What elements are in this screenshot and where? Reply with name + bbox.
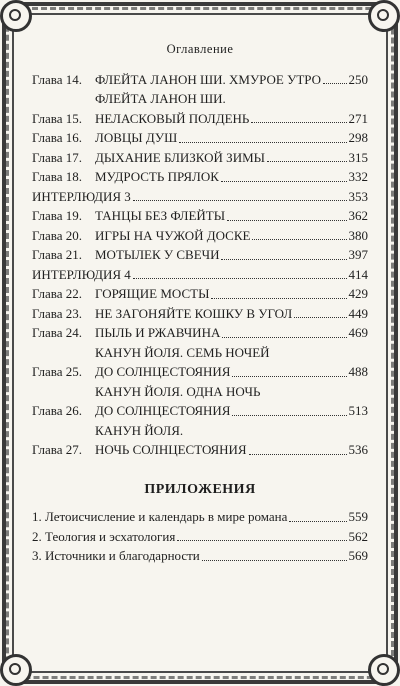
chapter-title: ТАНЦЫ БЕЗ ФЛЕЙТЫ <box>95 208 226 223</box>
chapter-title: ДО СОЛНЦЕСТОЯНИЯ <box>95 364 231 379</box>
chapter-label: Глава 15. <box>32 110 83 126</box>
chapter-title: НОЧЬ СОЛНЦЕСТОЯНИЯ <box>95 442 247 457</box>
chapter-title: НЕ ЗАГОНЯЙТЕ КОШКУ В УГОЛ <box>95 305 293 321</box>
page-number: 562 <box>348 528 368 544</box>
toc-list <box>32 70 368 460</box>
chapter-label: Глава 22. <box>32 286 83 301</box>
page-number: 397 <box>348 247 368 262</box>
dot-leader <box>133 278 347 279</box>
chapter-title: ПЫЛЬ И РЖАВЧИНА <box>95 325 221 340</box>
toc-entry <box>32 304 368 324</box>
chapter-title: ИГРЫ НА ЧУЖОЙ ДОСКЕ <box>95 227 251 243</box>
chapter-title: ДО СОЛНЦЕСТОЯНИЯ <box>95 403 231 418</box>
page-number: 559 <box>348 509 368 524</box>
chapter-title: КАНУН ЙОЛЯ. ОДНА НОЧЬ <box>95 383 261 399</box>
page-number: 362 <box>348 208 368 223</box>
chapter-label: Глава 20. <box>32 227 83 243</box>
page-number: 414 <box>348 266 368 282</box>
dot-leader <box>202 560 347 561</box>
toc-entry <box>32 421 368 460</box>
page-number: 380 <box>348 227 368 243</box>
page-number: 469 <box>348 325 368 340</box>
chapter-label: Глава 19. <box>32 208 83 223</box>
chapter-label: Глава 27. <box>32 442 83 457</box>
page-number: 332 <box>348 169 368 184</box>
page-number: 488 <box>348 364 368 379</box>
page-number: 449 <box>348 305 368 321</box>
appendix-title-text: 1. Летоисчисление и календарь в мире романа <box>32 509 288 524</box>
page-number: 429 <box>348 286 368 301</box>
dot-leader <box>221 259 346 260</box>
dot-leader <box>221 181 347 182</box>
chapter-title: ГОРЯЩИЕ МОСТЫ <box>95 286 210 301</box>
page-number: 353 <box>348 188 368 204</box>
toc-entry <box>32 70 368 90</box>
page-number: 271 <box>348 110 368 126</box>
chapter-title: КАНУН ЙОЛЯ. СЕМЬ НОЧЕЙ <box>95 344 270 360</box>
dot-leader <box>289 521 346 522</box>
chapter-title: МОТЫЛЕК У СВЕЧИ <box>95 247 220 262</box>
toc-entry <box>32 323 368 343</box>
dot-leader <box>267 161 347 162</box>
toc-entry <box>32 148 368 168</box>
corner-knot-icon <box>0 0 32 32</box>
appendix-title-text: 3. Источники и благодарности <box>32 548 200 563</box>
toc-entry <box>32 284 368 304</box>
dot-leader <box>232 376 346 377</box>
chapter-title: МУДРОСТЬ ПРЯЛОК <box>95 169 219 184</box>
page-number: 513 <box>348 403 368 418</box>
chapter-title: ИНТЕРЛЮДИЯ 3 <box>32 188 131 204</box>
corner-knot-icon <box>0 654 32 686</box>
chapter-label: Глава 14. <box>32 71 83 87</box>
chapter-label: Глава 16. <box>32 130 83 145</box>
corner-knot-icon <box>368 0 400 32</box>
chapter-label: Глава 23. <box>32 305 83 321</box>
appendix-entry <box>32 507 368 527</box>
dot-leader <box>249 454 347 455</box>
chapter-label: Глава 26. <box>32 403 83 418</box>
page-number: 569 <box>348 548 368 563</box>
toc-heading: Оглавление <box>166 42 234 56</box>
toc-entry <box>32 226 368 246</box>
toc-entry <box>32 206 368 226</box>
corner-knot-icon <box>368 654 400 686</box>
toc-entry <box>32 89 368 128</box>
dot-leader <box>179 142 346 143</box>
dot-leader <box>294 317 346 318</box>
appendix-entry <box>32 546 368 566</box>
chapter-title: НЕЛАСКОВЫЙ ПОЛДЕНЬ <box>95 110 250 126</box>
chapter-label: Глава 18. <box>32 169 83 184</box>
dot-leader <box>211 298 346 299</box>
toc-content <box>32 40 368 566</box>
toc-entry <box>32 245 368 265</box>
chapter-label: Глава 25. <box>32 364 83 379</box>
chapter-title: ФЛЕЙТА ЛАНОН ШИ. <box>95 91 226 106</box>
toc-entry <box>32 167 368 187</box>
page-number: 315 <box>348 149 368 165</box>
chapter-title: КАНУН ЙОЛЯ. <box>95 422 184 438</box>
page-number: 298 <box>348 130 368 145</box>
page-number: 536 <box>348 442 368 457</box>
dot-leader <box>251 122 346 123</box>
toc-entry <box>32 187 368 207</box>
toc-entry <box>32 128 368 148</box>
dot-leader <box>227 220 346 221</box>
dot-leader <box>232 415 346 416</box>
chapter-label: Глава 24. <box>32 325 83 340</box>
chapter-title: ИНТЕРЛЮДИЯ 4 <box>32 266 131 282</box>
chapter-title: ДЫХАНИЕ БЛИЗКОЙ ЗИМЫ <box>95 149 265 165</box>
toc-entry <box>32 265 368 285</box>
chapter-label: Глава 17. <box>32 149 83 165</box>
page-number: 250 <box>348 71 368 87</box>
appendix-list <box>32 507 368 566</box>
dot-leader <box>252 239 346 240</box>
appendix-entry <box>32 527 368 547</box>
dot-leader <box>323 83 346 84</box>
toc-entry <box>32 343 368 382</box>
dot-leader <box>177 540 346 541</box>
toc-entry <box>32 382 368 421</box>
dot-leader <box>133 200 347 201</box>
appendix-title: ПРИЛОЖЕНИЯ <box>144 481 256 497</box>
dot-leader <box>222 337 346 338</box>
chapter-title: ЛОВЦЫ ДУШ <box>95 130 178 145</box>
chapter-title: ФЛЕЙТА ЛАНОН ШИ. ХМУРОЕ УТРО <box>95 71 322 87</box>
appendix-title-text: 2. Теология и эсхатология <box>32 528 176 544</box>
chapter-label: Глава 21. <box>32 247 83 262</box>
